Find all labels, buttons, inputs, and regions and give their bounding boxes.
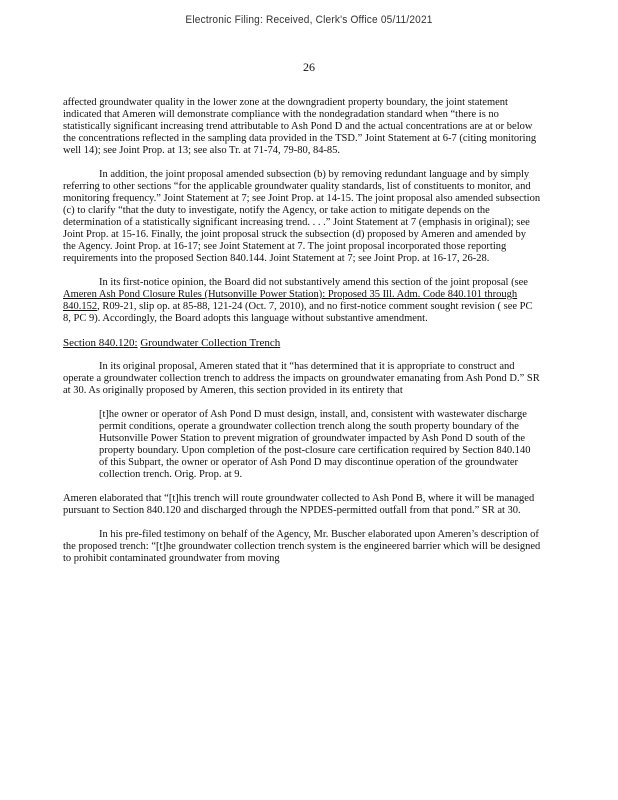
case-citation: Ameren Ash Pond Closure Rules (Hutsonville Power Station): Proposed 35 Ill. Adm. Code 840.101 through 840.152	[63, 289, 518, 312]
section-title: Groundwater Collection Trench	[140, 337, 281, 349]
paragraph-joint-proposal-amendments: In addition, the joint proposal amended subsection (b) by removing redundant language and by simply referring to other sections “for the applicable groundwater quality standards, list of constituents to monitor, and monitoring frequency.” Joint Statement at 7; see Joint Prop. at 14-15. The joint proposal also amended subsection (c) to clarify “that the duty to investigate, notify the Agency, or take action to mitigate depends on the determination of a statistically significant increasing trend. . . .” Joint Statement at 7 (emphasis in original); see Joint Prop. at 15-16. Finally, the joint proposal struck the subsection (d) proposed by Ameren and amended by the Agency. Joint Prop. at 16-17; see Joint Statement at 7. The joint proposal incorporated those reporting requirements into the proposed Section 840.144. Joint Statement at 7; see Joint Prop. at 16-17, 26-28.	[63, 169, 541, 264]
section-heading	[63, 337, 541, 349]
paragraph-ameren-elaborated: Ameren elaborated that “[t]his trench will route groundwater collected to Ash Pond B, where it will be managed pursuant to Section 840.120 and discharged through the NPDES-permitted outfall from that pond.” SR at 30.	[63, 493, 535, 516]
paragraph-buscher-testimony: In his pre-filed testimony on behalf of the Agency, Mr. Buscher elaborated upon Ameren’s description of the proposed trench: “[t]he groundwater collection trench system is the engineered barrier which will be designed to prohibit contaminated groundwater from moving	[63, 529, 541, 564]
document-body	[63, 97, 541, 577]
page-number: 26	[303, 60, 315, 74]
paragraph-first-notice	[63, 277, 541, 325]
paragraph-original-proposal: In its original proposal, Ameren stated that it “has determined that it is appropriate to construct and operate a groundwater collection trench to address the impacts on groundwater emanating from Ash Pond D.” SR at 30. As originally proposed by Ameren, this section provided in its entirety that	[63, 361, 540, 396]
paragraph-text-end: , R09-21, slip op. at 85-88, 121-24 (Oct. 7, 2010), and no first-notice comment sought revision ( see PC 8, PC 9). Accordingly, the Board adopts this language without substantive amendment.	[63, 301, 533, 324]
paragraph-text-start: In its first-notice opinion, the Board did not substantively amend this section of the joint proposal (see	[99, 277, 528, 288]
section-number: Section 840.120:	[63, 337, 138, 349]
paragraph-continued: affected groundwater quality in the lower zone at the downgradient property boundary, the joint statement indicated that Ameren will demonstrate compliance with the nondegradation standard when “there is no statistically significant increasing trend attributable to Ash Pond D and the actual concentrations are at or below the concentrations reflected in the sampling data provided in the TSD.” Joint Statement at 6-7 (citing monitoring well 14); see Joint Prop. at 13; see also Tr. at 71-74, 79-80, 84-85.	[63, 97, 537, 156]
block-quote: [t]he owner or operator of Ash Pond D must design, install, and, consistent with wastewater discharge permit conditions, operate a groundwater collection trench along the south property boundary of the Hutsonville Power Station to prevent migration of groundwater impacted by Ash Pond D south of the property boundary. Upon completion of the post-closure care certification required by Section 840.140 of this Subpart, the owner or operator of Ash Pond D may discontinue operation of the groundwater collection trench. Orig. Prop. at 9.	[99, 409, 531, 480]
filing-stamp: Electronic Filing: Received, Clerk's Office 05/11/2021	[185, 14, 433, 26]
